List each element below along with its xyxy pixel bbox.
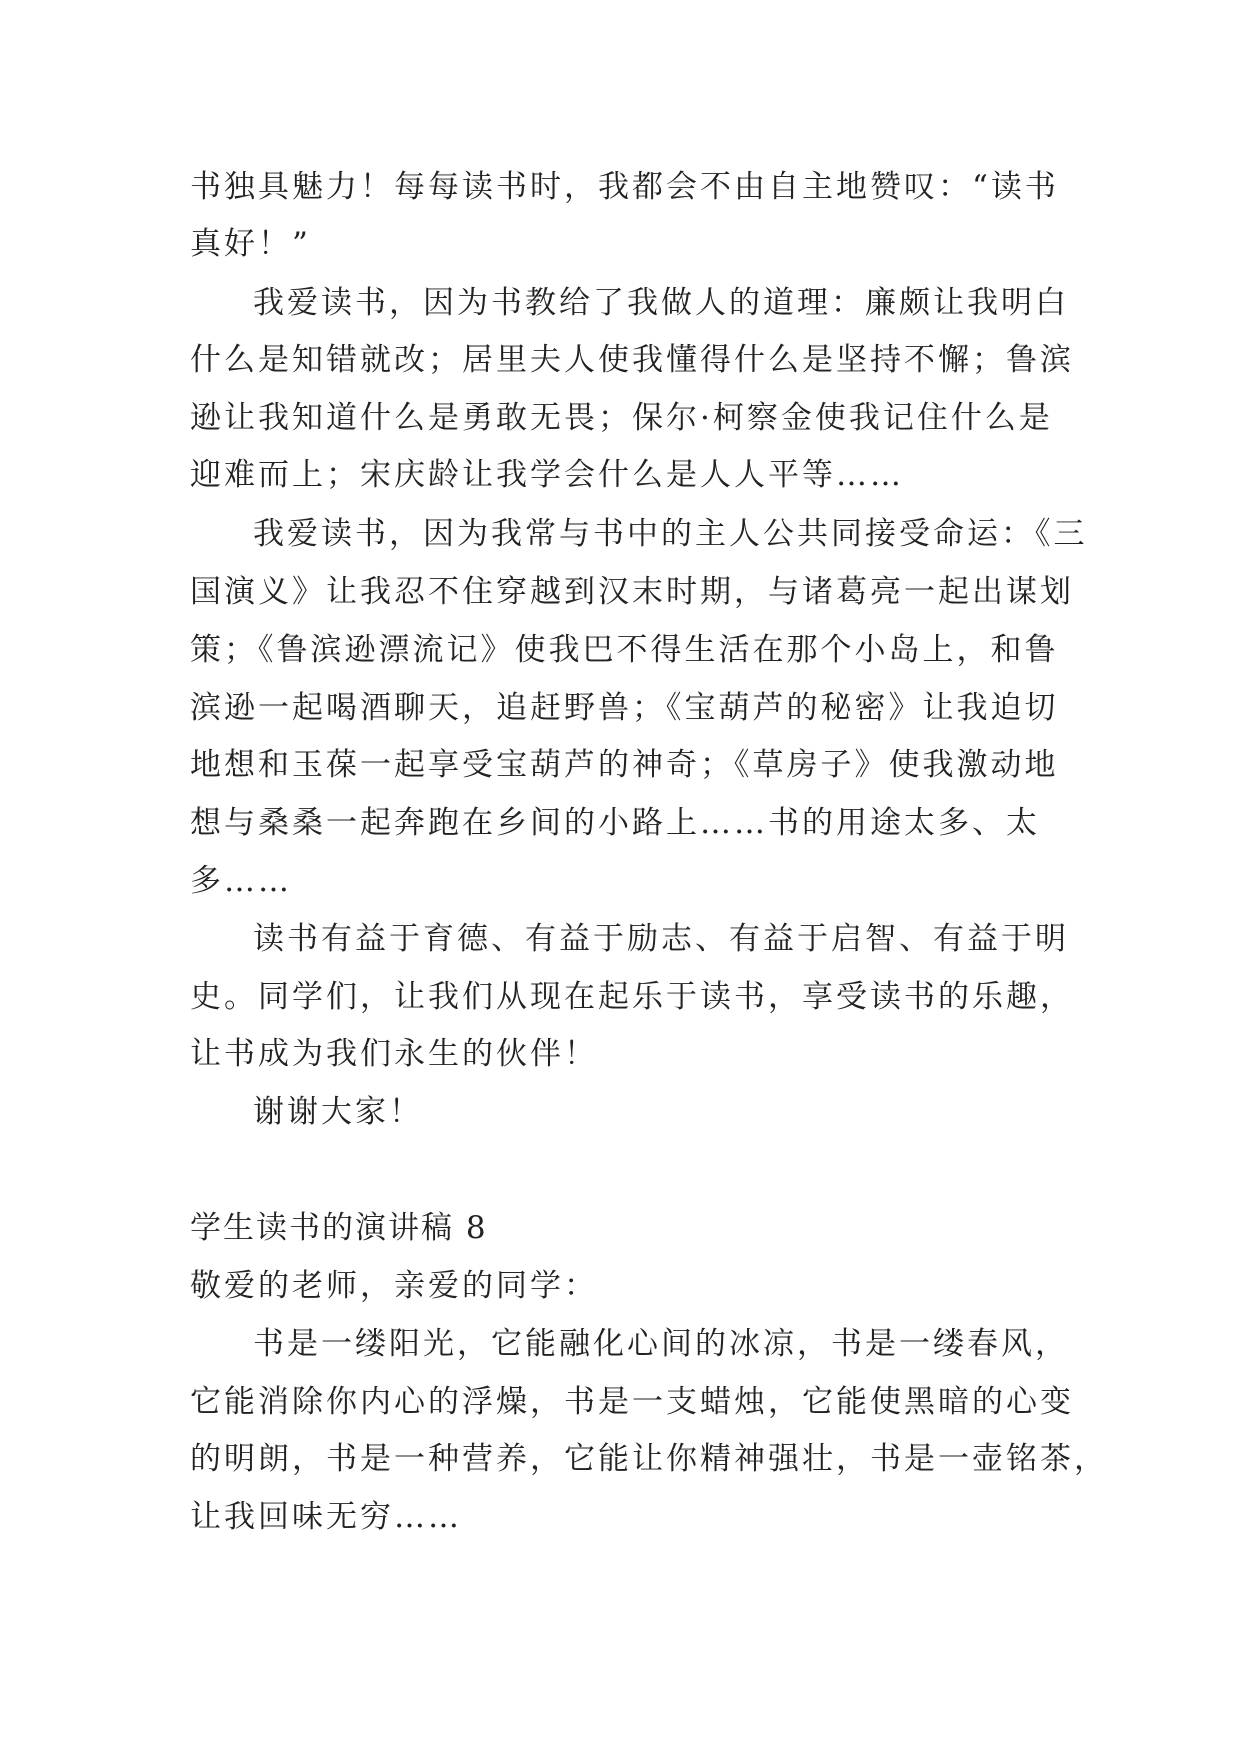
text-line: 逊让我知道什么是勇敢无畏；保尔·柯察金使我记住什么是 <box>190 400 1053 436</box>
text-line: 的明朗，书是一种营养，它能让你精神强壮，书是一壶铭茶， <box>190 1441 1108 1477</box>
text-line: 多…… <box>190 863 292 899</box>
text-line: 国演义》让我忍不住穿越到汉末时期，与诸葛亮一起出谋划 <box>190 574 1074 610</box>
text-line: 什么是知错就改；居里夫人使我懂得什么是坚持不懈；鲁滨 <box>190 342 1074 378</box>
text-line: 真好！” <box>190 226 311 262</box>
text-line: 让书成为我们永生的伙伴！ <box>190 1036 598 1072</box>
text-line: 地想和玉葆一起享受宝葫芦的神奇；《草房子》使我激动地 <box>190 747 1059 783</box>
text-line: 滨逊一起喝酒聊天，追赶野兽；《宝葫芦的秘密》让我迫切 <box>190 690 1059 726</box>
text-line: 书独具魅力！每每读书时，我都会不由自主地赞叹：“读书 <box>190 169 1059 205</box>
paragraph-start-line: 读书有益于育德、有益于励志、有益于启智、有益于明 <box>253 921 1069 957</box>
text-line: 迎难而上；宋庆龄让我学会什么是人人平等…… <box>190 457 904 493</box>
text-line: 想与桑桑一起奔跑在乡间的小路上……书的用途太多、太 <box>190 805 1040 841</box>
salutation: 敬爱的老师，亲爱的同学： <box>190 1268 598 1304</box>
paragraph-start-line: 我爱读书，因为我常与书中的主人公共同接受命运：《三 <box>253 516 1088 552</box>
section-heading: 学生读书的演讲稿 8 <box>190 1210 488 1246</box>
paragraph-start-line: 书是一缕阳光，它能融化心间的冰凉，书是一缕春风， <box>253 1326 1069 1362</box>
text-line: 策；《鲁滨逊漂流记》使我巴不得生活在那个小岛上，和鲁 <box>190 632 1059 668</box>
text-line: 让我回味无穷…… <box>190 1499 462 1535</box>
paragraph-start-line: 我爱读书，因为书教给了我做人的道理：廉颇让我明白 <box>253 285 1069 321</box>
closing-line: 谢谢大家！ <box>253 1094 423 1130</box>
text-line: 史。同学们，让我们从现在起乐于读书，享受读书的乐趣， <box>190 979 1074 1015</box>
text-line: 它能消除你内心的浮燥，书是一支蜡烛，它能使黑暗的心变 <box>190 1384 1074 1420</box>
